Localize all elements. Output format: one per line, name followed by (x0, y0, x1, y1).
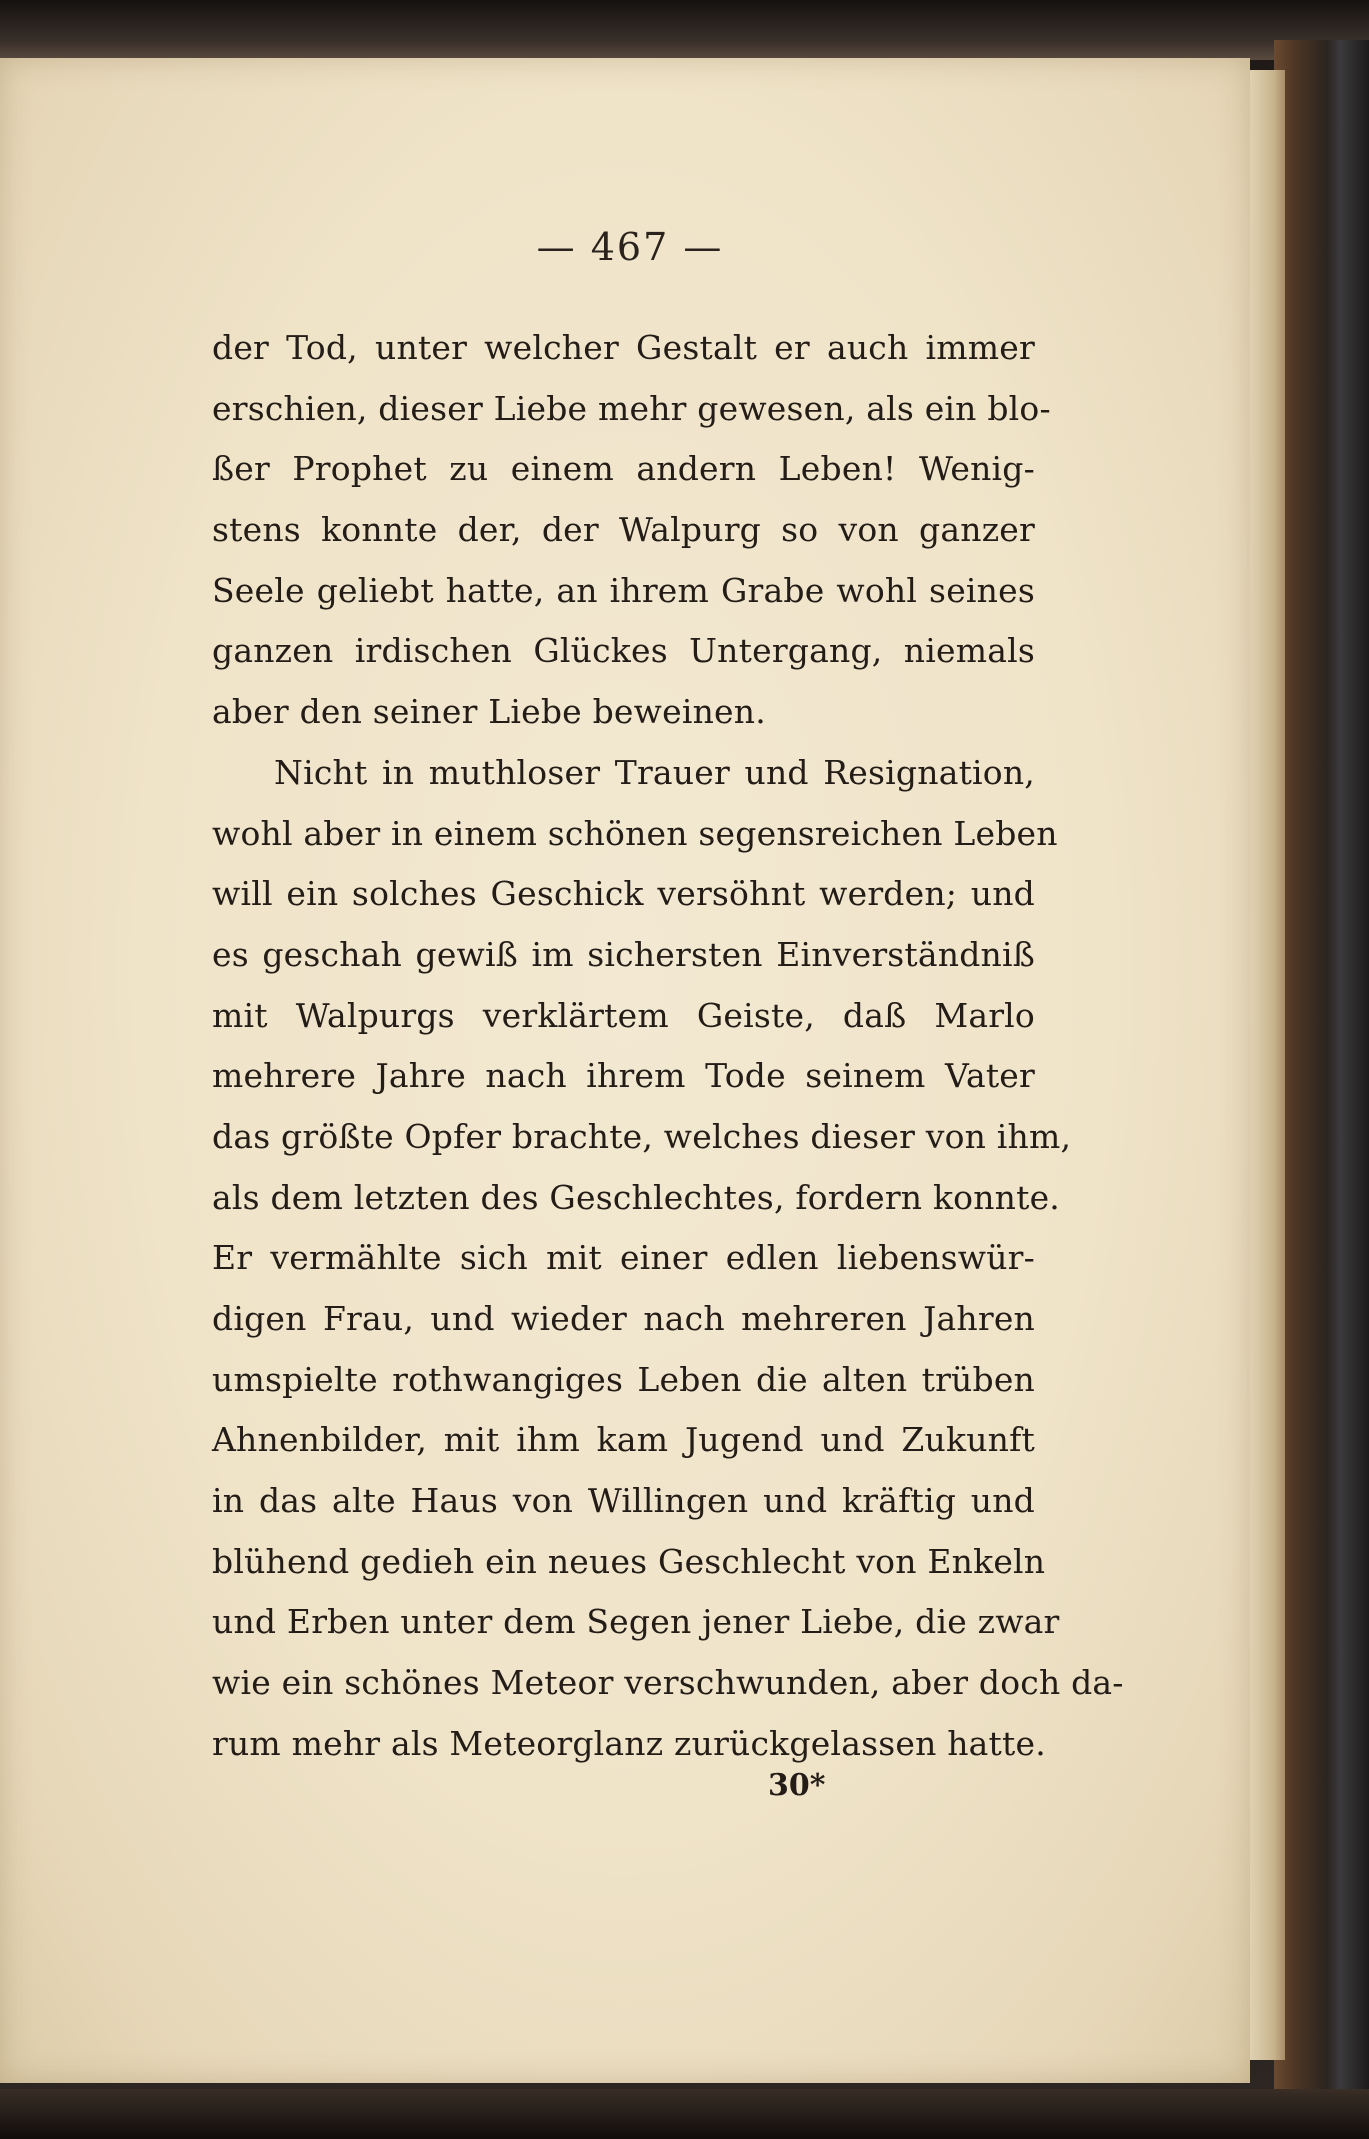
text-line: umspielte rothwangiges Leben die alten trüben (212, 1359, 1035, 1399)
text-line: das größte Opfer brachte, welches dieser von ihm, (212, 1116, 1072, 1156)
page-body-text (212, 318, 1124, 1775)
text-line: wohl aber in einem schönen segensreichen Leben (212, 813, 1058, 853)
text-line: will ein solches Geschick versöhnt werden; und (212, 874, 1035, 914)
text-line: wie ein schönes Meteor verschwunden, aber doch da- (212, 1663, 1124, 1703)
text-line: erschien, dieser Liebe mehr gewesen, als ein blo- (212, 388, 1051, 428)
text-line: Seele geliebt hatte, an ihrem Grabe wohl seines (212, 570, 1035, 610)
text-line: mehrere Jahre nach ihrem Tode seinem Vater (212, 1056, 1035, 1096)
text-line: es geschah gewiß im sichersten Einverständniß (212, 934, 1035, 974)
book-cover-top-edge (0, 0, 1369, 60)
text-line: stens konnte der, der Walpurg so von ganzer (212, 510, 1035, 550)
text-line: Er vermählte sich mit einer edlen liebenswür- (212, 1238, 1035, 1278)
text-line: als dem letzten des Geschlechtes, fordern konnte. (212, 1177, 1060, 1217)
text-line: und Erben unter dem Segen jener Liebe, die zwar (212, 1602, 1060, 1642)
paragraph-end-line: aber den seiner Liebe beweinen. (212, 692, 766, 732)
text-line: ganzen irdischen Glückes Untergang, niemals (212, 631, 1035, 671)
text-line: blühend gedieh ein neues Geschlecht von Enkeln (212, 1541, 1046, 1581)
text-line: der Tod, unter welcher Gestalt er auch immer (212, 328, 1035, 367)
book-cover-right-edge (1274, 40, 1369, 2100)
paragraph-start-line: Nicht in muthloser Trauer und Resignation, (274, 752, 1035, 792)
text-line: digen Frau, und wieder nach mehreren Jahren (212, 1299, 1035, 1338)
text-line: Ahnenbilder, mit ihm kam Jugend und Zukunft (212, 1420, 1035, 1460)
book-cover-bottom-edge (0, 2089, 1369, 2139)
page-number: — 467 — (536, 225, 724, 269)
paragraph-end-line: rum mehr als Meteorglanz zurückgelassen hatte. (212, 1723, 1046, 1763)
text-line: ßer Prophet zu einem andern Leben! Wenig- (212, 449, 1035, 489)
text-line: mit Walpurgs verklärtem Geiste, daß Marlo (212, 995, 1035, 1035)
text-line: in das alte Haus von Willingen und kräftig und (212, 1481, 1035, 1521)
signature-mark: 30* (768, 1768, 826, 1803)
